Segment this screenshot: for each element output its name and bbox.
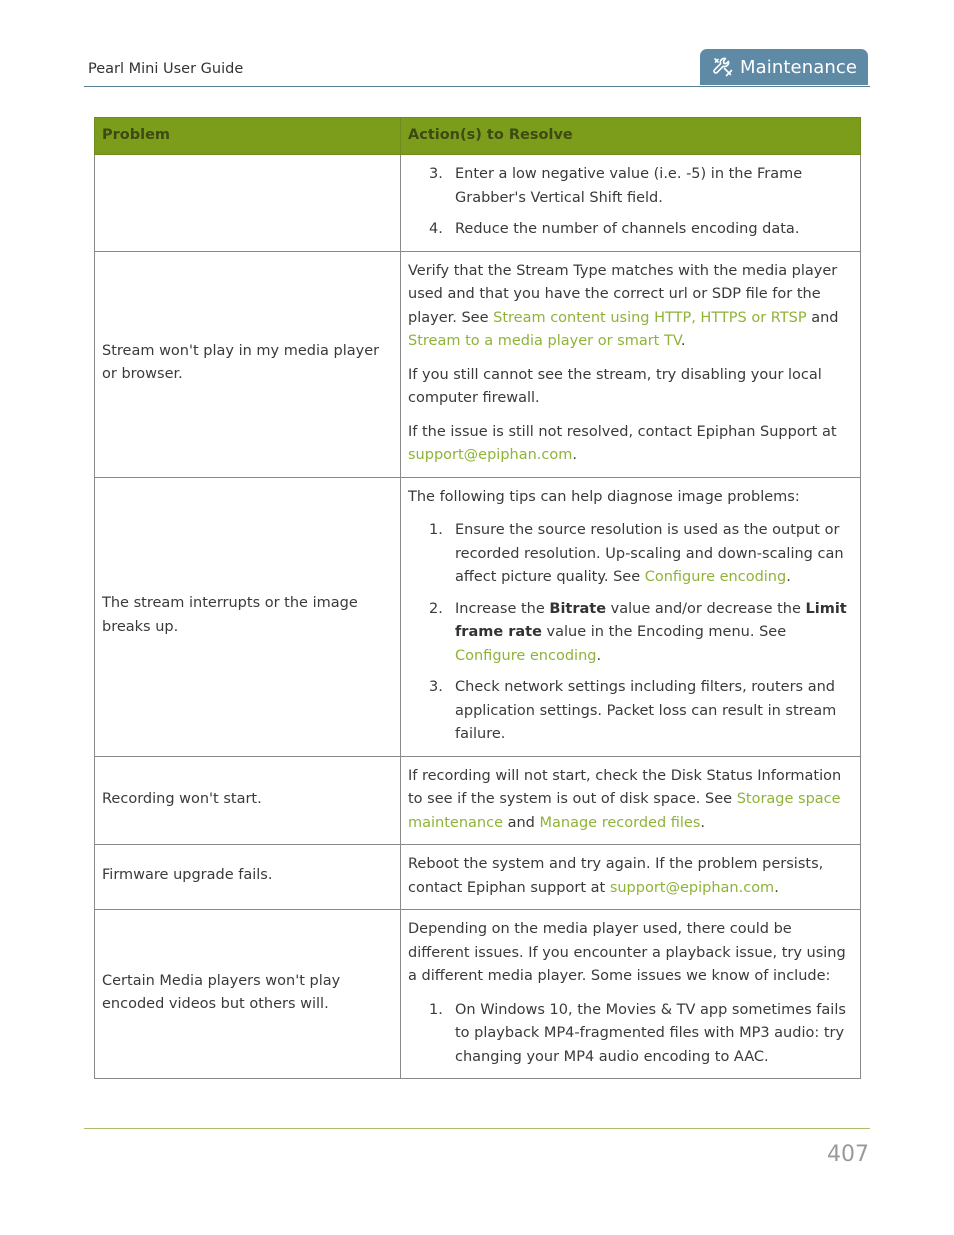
- table-row: [95, 756, 861, 845]
- action-cell: [401, 477, 861, 756]
- doc-title: Pearl Mini User Guide: [88, 61, 244, 77]
- bold-term-limit-frame-rate: Limit frame rate: [455, 600, 847, 640]
- action-paragraph: Depending on the media player used, there could be different issues. If you encounter a playback issue, try using a different media player. Some issues we know of include:: [408, 921, 846, 984]
- section-tab-label: Maintenance: [740, 56, 858, 78]
- table-row: [95, 910, 861, 1079]
- table-row: [95, 251, 861, 477]
- action-cell: [401, 910, 861, 1079]
- problem-cell: The stream interrupts or the image breaks up.: [95, 477, 401, 756]
- link-configure-encoding[interactable]: Configure encoding: [644, 569, 787, 585]
- troubleshooting-table: [94, 117, 861, 1079]
- list-item-text: Enter a low negative value (i.e. -5) in the Frame Grabber's Vertical Shift field.: [455, 166, 803, 206]
- action-paragraph: [408, 853, 853, 900]
- list-item: [408, 676, 853, 747]
- numbered-list: [408, 519, 853, 747]
- action-text: Reboot the system and try again. If the problem persists, contact Epiphan support at: [408, 856, 824, 896]
- action-cell: [401, 155, 861, 252]
- numbered-list: [408, 163, 853, 242]
- action-text: .: [572, 447, 577, 463]
- link-storage-space-maintenance[interactable]: Storage space maintenance: [408, 791, 841, 831]
- action-text: Verify that the Stream Type matches with the media player used and that you have the correct url or SDP file for the player. See: [408, 262, 838, 326]
- list-item-text: Ensure the source resolution is used as the output or recorded resolution. Up-scaling and down-scaling can affect picture quality. See: [455, 522, 844, 585]
- problem-cell: Stream won't play in my media player or browser.: [95, 251, 401, 477]
- list-item-text: .: [596, 647, 602, 664]
- list-number: 2.: [429, 600, 443, 617]
- list-item-text: Increase the: [455, 600, 550, 617]
- column-header-problem: Problem: [95, 118, 401, 155]
- action-cell: [401, 845, 861, 910]
- bold-term-bitrate: Bitrate: [549, 600, 607, 617]
- section-tab: [700, 49, 868, 85]
- list-item-text: Check network settings including filters, routers and application settings. Packet loss can result in stream failure.: [455, 679, 837, 742]
- action-paragraph: [408, 765, 853, 836]
- link-stream-to-media-player[interactable]: Stream to a media player or smart TV: [408, 333, 681, 349]
- footer-rule: [84, 1128, 870, 1129]
- page-number: 407: [827, 1142, 869, 1167]
- problem-cell: [95, 155, 401, 252]
- list-item-text: value in the Encoding menu. See: [541, 624, 787, 640]
- list-number: 1.: [429, 522, 443, 538]
- table-row: [95, 845, 861, 910]
- column-header-actions: Action(s) to Resolve: [401, 118, 861, 155]
- tools-icon: [711, 55, 735, 79]
- action-text: and: [503, 814, 540, 831]
- list-item-text: Reduce the number of channels encoding data.: [455, 221, 800, 237]
- list-number: 3.: [429, 166, 443, 182]
- list-item: [408, 218, 853, 242]
- action-paragraph: [408, 421, 853, 468]
- list-number: 1.: [429, 1001, 443, 1018]
- link-support-email[interactable]: support@epiphan.com: [609, 879, 775, 896]
- list-item-text: .: [786, 569, 791, 585]
- link-support-email[interactable]: support@epiphan.com: [408, 447, 573, 463]
- table-row: [95, 155, 861, 252]
- numbered-list: [408, 999, 853, 1070]
- problem-cell: Firmware upgrade fails.: [95, 845, 401, 910]
- action-paragraph: [408, 260, 853, 354]
- list-number: 3.: [429, 679, 443, 695]
- table-header-row: [95, 118, 861, 155]
- list-item-text: value and/or decrease the: [606, 600, 806, 617]
- action-cell: [401, 756, 861, 845]
- list-item: [408, 598, 853, 669]
- header-rule: [84, 86, 870, 87]
- action-paragraph: If you still cannot see the stream, try disabling your local computer firewall.: [408, 366, 822, 406]
- link-stream-content-http[interactable]: Stream content using HTTP, HTTPS or RTSP: [493, 309, 807, 326]
- table-row: [95, 477, 861, 756]
- list-item: [408, 519, 853, 590]
- link-configure-encoding[interactable]: Configure encoding: [455, 647, 597, 664]
- problem-cell: Certain Media players won't play encoded videos but others will.: [95, 910, 401, 1079]
- list-item-text: On Windows 10, the Movies & TV app sometimes fails to playback MP4-fragmented files with MP3 audio: try changing your MP4 audio encoding to AAC.: [455, 1001, 846, 1065]
- action-text: .: [774, 879, 779, 896]
- action-paragraph: The following tips can help diagnose image problems:: [408, 488, 800, 505]
- link-manage-recorded-files[interactable]: Manage recorded files: [539, 814, 701, 831]
- list-item: [408, 999, 853, 1070]
- action-text: If recording will not start, check the Disk Status Information to see if the system is out of disk space. See: [408, 767, 842, 807]
- problem-cell: Recording won't start.: [95, 756, 401, 845]
- action-text: .: [680, 333, 686, 349]
- action-text: and: [806, 309, 839, 326]
- list-item: [408, 163, 853, 210]
- list-number: 4.: [429, 221, 443, 237]
- action-text: .: [700, 814, 706, 831]
- action-cell: [401, 251, 861, 477]
- action-text: If the issue is still not resolved, contact Epiphan Support at: [408, 423, 837, 440]
